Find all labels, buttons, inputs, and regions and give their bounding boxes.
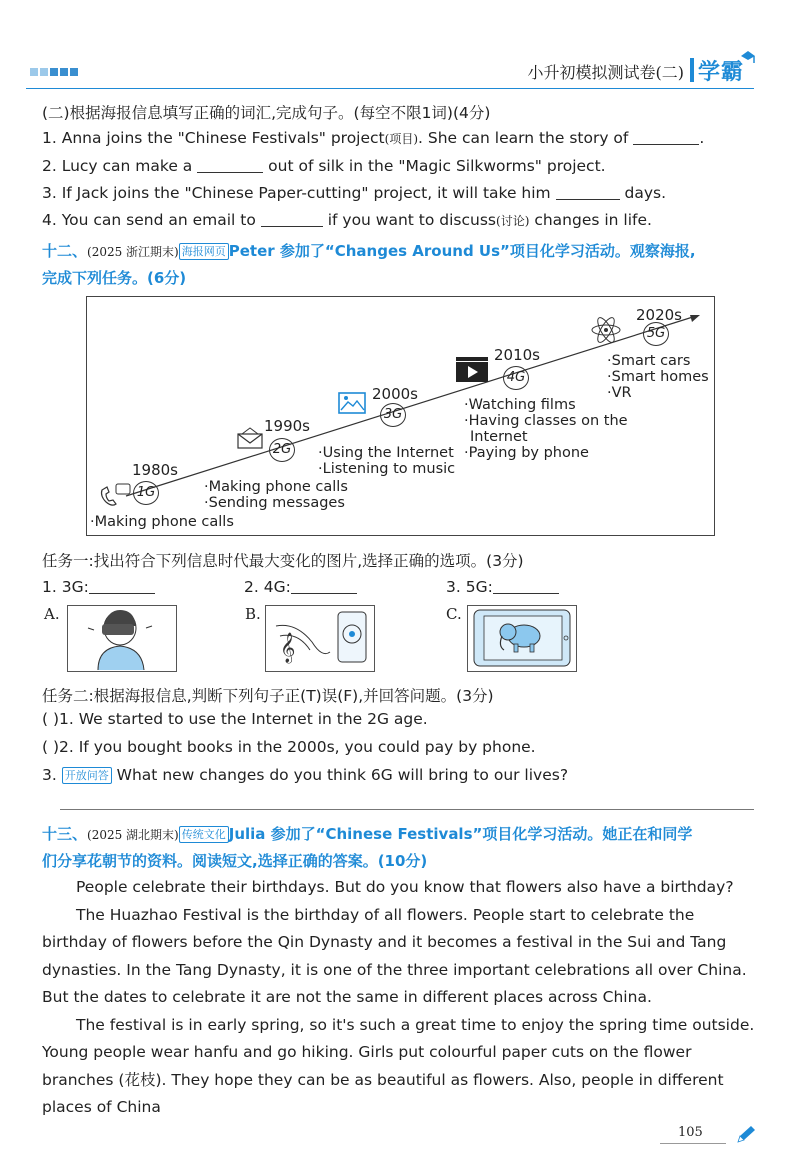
gen-badge: 5G bbox=[643, 322, 669, 346]
passage-paragraph: People celebrate their birthdays. But do you know that flowers also have a birthday? bbox=[76, 878, 734, 896]
question-2: 2. Lucy can make a out of silk in the "Magic Silkworms" project. bbox=[42, 157, 606, 175]
option-a-vr-headset-image[interactable] bbox=[67, 605, 177, 672]
gen-badge: 4G bbox=[503, 366, 529, 390]
passage-paragraph: The festival is in early spring, so it's such a great time to enjoy the spring time outside. Young people wear hanfu and go hiking. Girls put colourful paper cuts on the flower branches (花枝). They hope they can be as beautiful as flowers. Also, people in different places of China bbox=[42, 1015, 755, 1116]
task-1-q3: 3. 5G: bbox=[446, 578, 559, 596]
header-rule bbox=[26, 88, 754, 89]
task-1-heading: 任务一:找出符合下列信息时代最大变化的图片,选择正确的选项。(3分) bbox=[42, 552, 524, 570]
header-bar bbox=[690, 58, 694, 82]
picture-icon bbox=[337, 391, 367, 415]
era-items-2010s: ·Watching films ·Having classes on the Internet ·Paying by phone bbox=[464, 397, 628, 461]
gen-badge: 1G bbox=[133, 481, 159, 505]
era-year: 2000s bbox=[372, 385, 418, 403]
answer-blank[interactable] bbox=[291, 579, 357, 594]
section-12-title-2: 完成下列任务。(6分) bbox=[42, 269, 187, 287]
svg-text:𝄞: 𝄞 bbox=[280, 633, 296, 663]
era-items-1990s: ·Making phone calls ·Sending messages bbox=[204, 479, 348, 511]
era-items-2000s: ·Using the Internet ·Listening to music bbox=[318, 445, 456, 477]
header-title: 小升初模拟测试卷(二) bbox=[527, 63, 684, 82]
task-2-q1[interactable]: ( )1. We started to use the Internet in the 2G age. bbox=[42, 710, 428, 728]
era-items-1980s: ·Making phone calls bbox=[90, 514, 234, 530]
task-2-q3: 3. 开放问答 What new changes do you think 6G will bring to our lives? bbox=[42, 766, 569, 784]
task-2-q2[interactable]: ( )2. If you bought books in the 2000s, you could pay by phone. bbox=[42, 738, 536, 756]
section-13-title: 十三、(2025 湖北期末) 传统文化 Julia 参加了“Chinese Festivals”项目化学习活动。她正在和同学 bbox=[42, 825, 693, 843]
graduation-cap-icon bbox=[740, 50, 756, 64]
passage-paragraph: The Huazhao Festival is the birthday of all flowers. People start to celebrate the birthday of flowers before the Qin Dynasty and it becomes a festival in the Sui and Tang dynasties. In the Tang Dynasty, it is one of the three important celebrations all over China. But the dates to celebrate it are not the same in different places across China. bbox=[42, 905, 747, 1006]
pencil-icon bbox=[734, 1124, 756, 1144]
era-items-2020s: ·Smart cars ·Smart homes ·VR bbox=[607, 353, 709, 401]
task-2-heading: 任务二:根据海报信息,判断下列句子正(T)误(F),并回答问题。(3分) bbox=[42, 687, 494, 705]
page-number: 105 bbox=[678, 1125, 703, 1140]
section-13-title-2: 们分享花朝节的资料。阅读短文,选择正确的答案。(10分) bbox=[42, 852, 428, 870]
video-play-icon bbox=[455, 356, 489, 384]
answer-blank[interactable] bbox=[89, 579, 155, 594]
era-year: 1980s bbox=[132, 461, 178, 479]
era-year: 2010s bbox=[494, 346, 540, 364]
section-tag: 传统文化 bbox=[179, 826, 229, 843]
question-1: 1. Anna joins the "Chinese Festivals" project(项目). She can learn the story of . bbox=[42, 129, 705, 147]
gen-badge: 2G bbox=[269, 438, 295, 462]
brand-logo: 学霸 bbox=[698, 60, 745, 85]
option-label: C. bbox=[446, 605, 462, 623]
answer-blank[interactable] bbox=[556, 185, 620, 200]
task-1-q2: 2. 4G: bbox=[244, 578, 357, 596]
footer-rule bbox=[660, 1143, 726, 1144]
gen-badge: 3G bbox=[380, 403, 406, 427]
mail-icon bbox=[236, 426, 266, 450]
open-question-tag: 开放问答 bbox=[62, 767, 112, 784]
option-label: A. bbox=[44, 605, 60, 623]
task-1-q1: 1. 3G: bbox=[42, 578, 155, 596]
question-3: 3. If Jack joins the "Chinese Paper-cutting" project, it will take him days. bbox=[42, 184, 667, 202]
answer-blank[interactable] bbox=[261, 212, 323, 227]
answer-blank[interactable] bbox=[197, 158, 263, 173]
atom-icon bbox=[590, 314, 622, 346]
option-label: B. bbox=[245, 605, 261, 623]
answer-line[interactable] bbox=[60, 809, 754, 810]
telephone-icon bbox=[98, 482, 132, 508]
reading-passage bbox=[42, 874, 760, 1122]
answer-blank[interactable] bbox=[633, 130, 699, 145]
question-4: 4. You can send an email to if you want to discuss(讨论) changes in life. bbox=[42, 211, 652, 229]
era-year: 1990s bbox=[264, 417, 310, 435]
option-c-tablet-elephant-image[interactable] bbox=[467, 605, 577, 672]
era-year: 2020s bbox=[636, 306, 682, 324]
section-12-title: 十二、(2025 浙江期末) 海报网页 Peter 参加了“Changes Around Us”项目化学习活动。观察海报, bbox=[42, 242, 696, 260]
header-decoration bbox=[30, 68, 78, 76]
answer-blank[interactable] bbox=[493, 579, 559, 594]
part2-heading: (二)根据海报信息填写正确的词汇,完成句子。(每空不限1词)(4分) bbox=[42, 104, 491, 122]
option-b-music-phone-image[interactable] bbox=[265, 605, 375, 672]
section-tag: 海报网页 bbox=[179, 243, 229, 260]
